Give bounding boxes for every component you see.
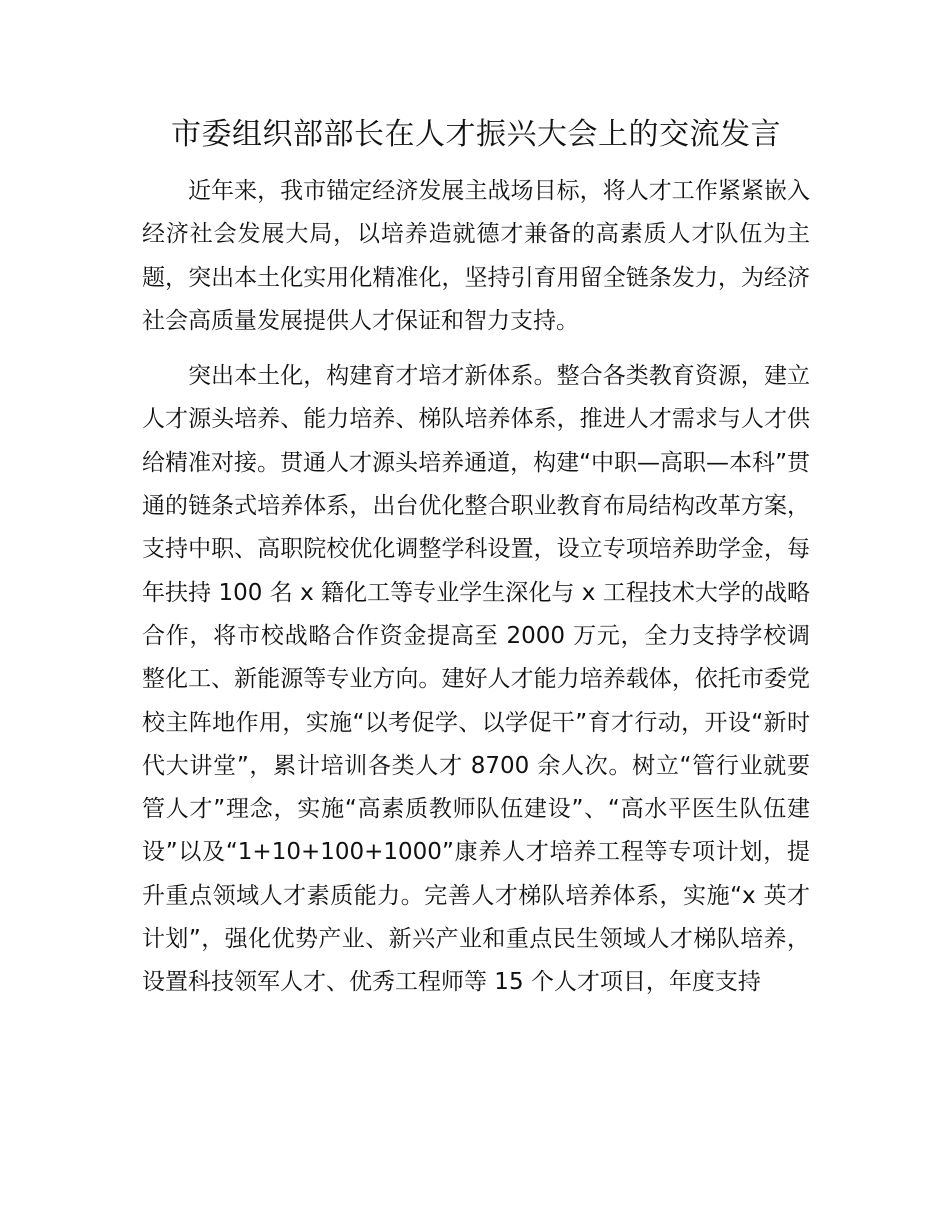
paragraph-intro: 近年来，我市锚定经济发展主战场目标，将人才工作紧紧嵌入经济社会发展大局，以培养造就德才兼备的高素质人才队伍为主题，突出本土化实用化精准化，坚持引育用留全链条发力，为经济社会高质量发展提供人才保证和智力支持。 — [142, 178, 810, 334]
paragraph-localization: 突出本土化，构建育才培才新体系。整合各类教育资源，建立人才源头培养、能力培养、梯队培养体系，推进人才需求与人才供给精准对接。贯通人才源头培养通道，构建“中职—高职—本科”贯通的链条式培养体系，出台优化整合职业教育布局结构改革方案，支持中职、高职院校优化调整学科设置，设立专项培养助学金，每年扶持 100 名 x 籍化工等专业学生深化与 x 工程技术大学的战略合作，将市校战略合作资金提高至 2000 万元，全力支持学校调整化工、新能源等专业方向。建好人才能力培养载体，依托市委党校主阵地作用，实施“以考促学、以学促干”育才行动，开设“新时代大讲堂”，累计培训各类人才 8700 余人次。树立“管行业就要管人才”理念，实施“高素质教师队伍建设”、“高水平医生队伍建设”以及“1+10+100+1000”康养人才培养工程等专项计划，提升重点领域人才素质能力。完善人才梯队培养体系，实施“x 英才计划”，强化优势产业、新兴产业和重点民生领域人才梯队培养，设置科技领军人才、优秀工程师等 15 个人才项目，年度支持 — [142, 363, 810, 996]
document-title: 市委组织部部长在人才振兴大会上的交流发言 — [171, 117, 781, 152]
document-page — [142, 112, 810, 1005]
